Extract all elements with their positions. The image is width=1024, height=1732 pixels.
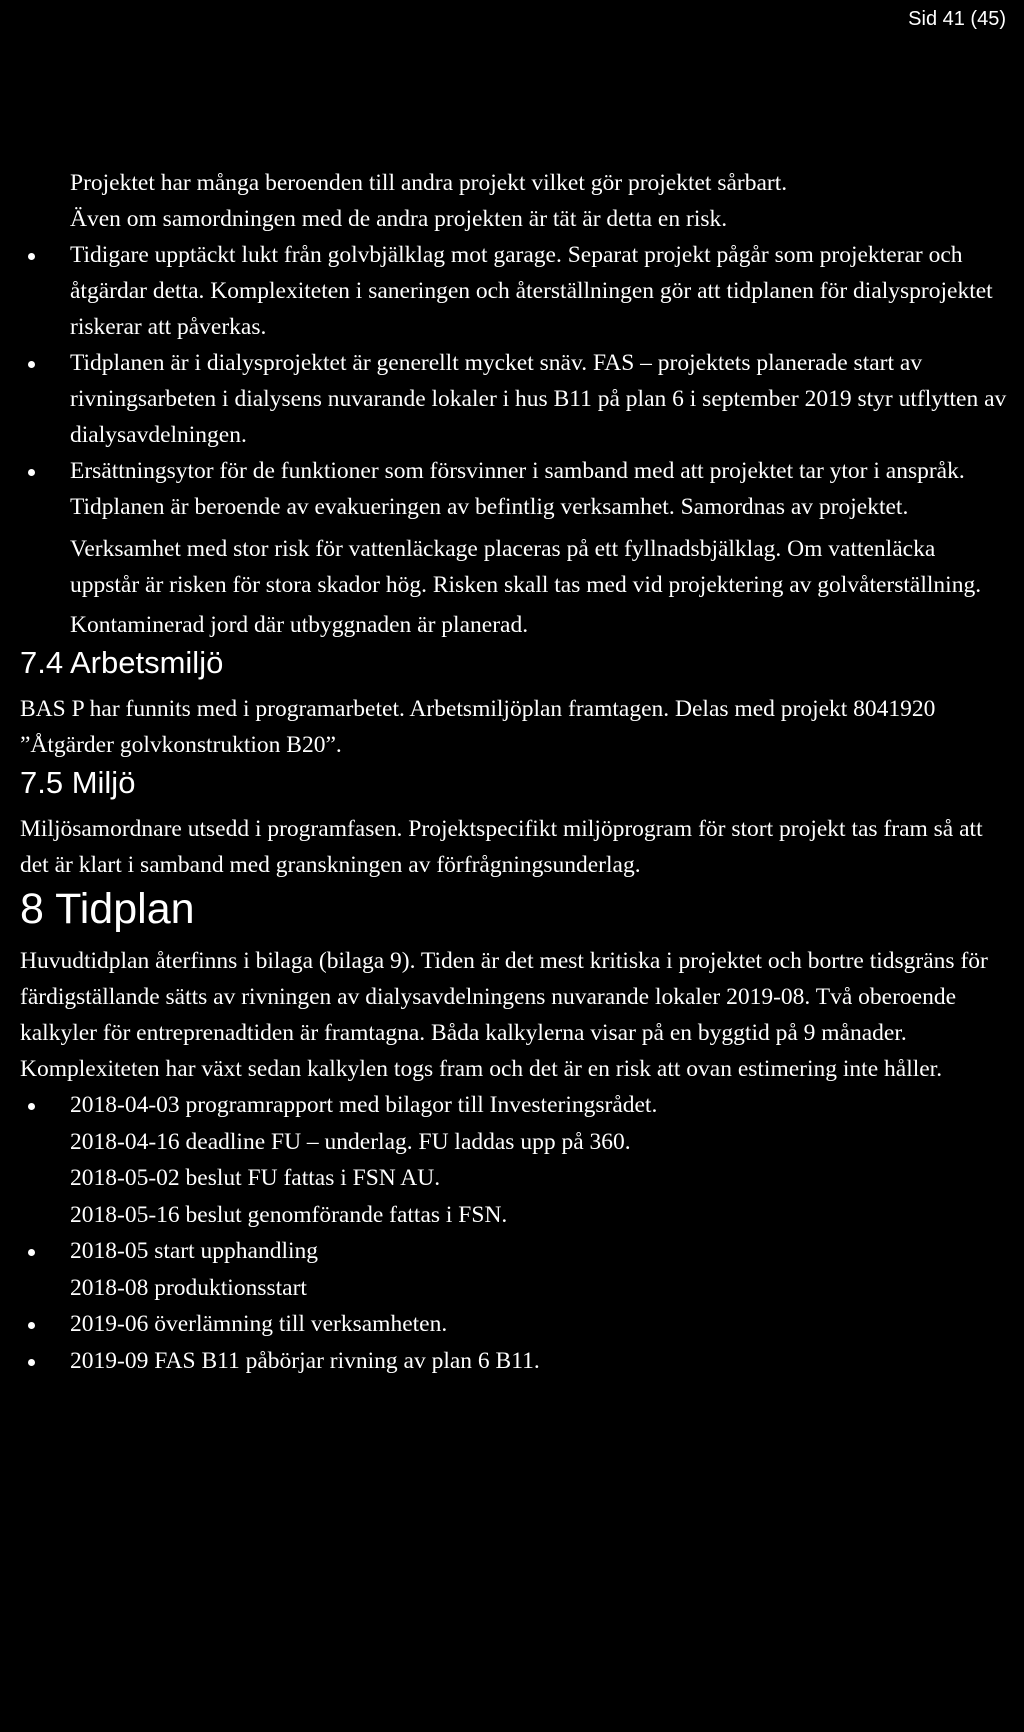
timeline-text: 2018-04-03 programrapport med bilagor till Investeringsrådet. bbox=[70, 1092, 658, 1118]
timeline-text: 2019-09 FAS B11 påbörjar rivning av plan 6 B11. bbox=[70, 1347, 540, 1374]
bullet-dot-icon bbox=[28, 361, 35, 368]
risk-paragraph: Kontaminerad jord där utbyggnaden är planerad. bbox=[70, 612, 529, 638]
bullet-dot-icon bbox=[28, 1359, 35, 1366]
risk-paragraph: Verksamhet med stor risk för vattenläckage placeras på ett fyllnadsbjälklag. Om vattenläcka uppstår är risken för stora skador hög. Risken skall tas med vid projektering av golvåterställning. bbox=[70, 536, 982, 598]
risk-bullet-text: Tidplanen är i dialysprojektet är generellt mycket snäv. FAS – projektets planerade start av rivningsarbeten i dialysens nuvarande lokaler i hus B11 på plan 6 i september 2019 styr utflytten av dialysavdelningen. bbox=[70, 350, 1007, 448]
bullet-dot-icon bbox=[28, 469, 35, 476]
timeline-text: 2018-08 produktionsstart bbox=[70, 1274, 307, 1301]
timeline-item bbox=[20, 1233, 1010, 1270]
section-heading-7-4: 7.4 Arbetsmiljö bbox=[20, 645, 224, 680]
timeline-text: 2018-04-16 deadline FU – underlag. FU laddas upp på 360. bbox=[70, 1128, 631, 1155]
timeline-text: 2018-05-16 beslut genomförande fattas i FSN. bbox=[70, 1201, 508, 1228]
risk-bullet-item bbox=[20, 237, 1010, 345]
bullet-dot-icon bbox=[28, 1249, 35, 1256]
bullet-dot-icon bbox=[28, 1322, 35, 1329]
bullet-dot-icon bbox=[28, 1103, 35, 1110]
risk-intro-line: Även om samordningen med de andra projekten är tät är detta en risk. bbox=[70, 206, 728, 232]
document-body bbox=[20, 165, 1010, 1379]
risk-trailing bbox=[20, 531, 1010, 643]
timeline-item bbox=[20, 1124, 1010, 1161]
timeline-text: 2018-05-02 beslut FU fattas i FSN AU. bbox=[70, 1165, 441, 1191]
timeline-item bbox=[20, 1270, 1010, 1307]
risk-bullet-item bbox=[20, 345, 1010, 453]
section-7-5-body: Miljösamordnare utsedd i programfasen. Projektspecifikt miljöprogram för stort projekt tas fram så att det är klart i samband med granskningen av förfrågningsunderlag. bbox=[20, 816, 983, 878]
risk-intro-line: Projektet har många beroenden till andra projekt vilket gör projektet sårbart. bbox=[70, 170, 788, 196]
timeline-text: 2019-06 överlämning till verksamheten. bbox=[70, 1311, 448, 1337]
risk-bullet-text: Ersättningsytor för de funktioner som försvinner i samband med att projektet tar ytor i anspråk. Tidplanen är beroende av evakueringen av befintlig verksamhet. Samordnas av projektet. bbox=[70, 458, 965, 520]
section-7-4-body: BAS P har funnits med i programarbetet. Arbetsmiljöplan framtagen. Delas med projekt 8041920 ”Åtgärder golvkonstruktion B20”. bbox=[20, 696, 936, 758]
timeline-item bbox=[20, 1087, 1010, 1124]
risk-bullet-list bbox=[20, 237, 1010, 525]
timeline-item bbox=[20, 1306, 1010, 1343]
timeline-item bbox=[20, 1197, 1010, 1234]
section-heading-7-5: 7.5 Miljö bbox=[20, 765, 136, 800]
risk-bullet-text: Tidigare upptäckt lukt från golvbjälklag mot garage. Separat projekt pågår som projekterar och åtgärdar detta. Komplexiteten i saneringen och återställningen gör att tidplanen för dialysprojektet riskerar att påverkas. bbox=[70, 242, 993, 340]
risk-intro bbox=[20, 165, 1010, 237]
section-heading-8: 8 Tidplan bbox=[20, 885, 195, 933]
timeline-item bbox=[20, 1160, 1010, 1197]
timeline-item bbox=[20, 1343, 1010, 1380]
page-number: Sid 41 (45) bbox=[908, 8, 1006, 30]
section-8-body: Huvudtidplan återfinns i bilaga (bilaga 9). Tiden är det mest kritiska i projektet och bortre tidsgräns för färdigställande sätts av rivningen av dialysavdelningens nuvarande lokaler 2019-08. Två oberoende kalkyler för entreprenadtiden är framtagna. Båda kalkylerna visar på en byggtid på 9 månader. Komplexiteten har växt sedan kalkylen togs fram och det är en risk att ovan estimering inte håller. bbox=[20, 948, 988, 1082]
bullet-dot-icon bbox=[28, 253, 35, 260]
timeline-list bbox=[20, 1087, 1010, 1379]
timeline-text: 2018-05 start upphandling bbox=[70, 1238, 319, 1264]
risk-bullet-item bbox=[20, 453, 1010, 525]
